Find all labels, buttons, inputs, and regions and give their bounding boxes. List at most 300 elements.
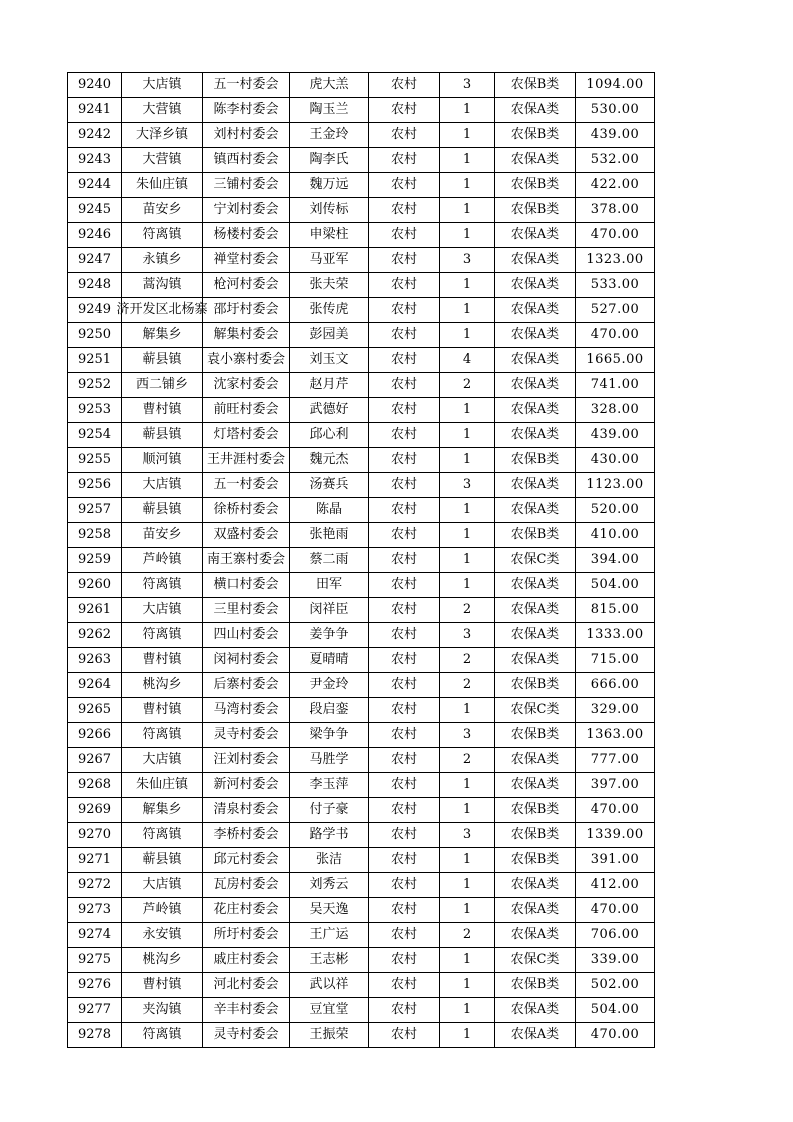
cell-household-count: 1 [440,998,495,1023]
cell-amount: 533.00 [576,273,655,298]
cell-amount: 339.00 [576,948,655,973]
cell-person-name: 申梁柱 [290,223,369,248]
cell-household-count: 1 [440,798,495,823]
cell-area-type: 农村 [369,523,440,548]
cell-township-text: 济开发区北杨寨 [116,302,208,317]
cell-amount: 470.00 [576,898,655,923]
cell-household-count: 1 [440,773,495,798]
cell-person-name: 王广运 [290,923,369,948]
cell-village-committee: 灵寺村委会 [203,723,290,748]
cell-household-count: 1 [440,148,495,173]
table-row [68,798,655,823]
cell-area-type: 农村 [369,773,440,798]
cell-household-count: 1 [440,948,495,973]
cell-person-name: 马胜学 [290,748,369,773]
table-row [68,548,655,573]
cell-insurance-class: 农保B类 [495,848,576,873]
cell-village-committee: 汪刘村委会 [203,748,290,773]
cell-amount: 397.00 [576,773,655,798]
table-row [68,98,655,123]
cell-person-name: 赵月芹 [290,373,369,398]
cell-amount: 1123.00 [576,473,655,498]
cell-insurance-class: 农保A类 [495,473,576,498]
cell-amount: 504.00 [576,573,655,598]
cell-serial-number: 9241 [68,98,122,123]
cell-village-committee: 双盛村委会 [203,523,290,548]
cell-village-committee: 陈李村委会 [203,98,290,123]
cell-person-name: 武德好 [290,398,369,423]
cell-serial-number: 9252 [68,373,122,398]
table-row [68,623,655,648]
cell-household-count: 2 [440,373,495,398]
cell-serial-number: 9261 [68,598,122,623]
cell-township: 苗安乡 [122,198,203,223]
cell-serial-number: 9274 [68,923,122,948]
cell-amount: 470.00 [576,798,655,823]
cell-township: 苗安乡 [122,523,203,548]
cell-township: 蕲县镇 [122,498,203,523]
cell-insurance-class: 农保A类 [495,273,576,298]
cell-area-type: 农村 [369,998,440,1023]
table-row [68,123,655,148]
cell-area-type: 农村 [369,323,440,348]
cell-village-committee: 河北村委会 [203,973,290,998]
cell-household-count: 1 [440,273,495,298]
cell-township: 芦岭镇 [122,548,203,573]
cell-serial-number: 9269 [68,798,122,823]
cell-amount: 439.00 [576,123,655,148]
cell-household-count: 1 [440,898,495,923]
cell-serial-number: 9278 [68,1023,122,1048]
cell-person-name: 彭园美 [290,323,369,348]
cell-insurance-class: 农保C类 [495,948,576,973]
cell-village-committee: 袁小寨村委会 [203,348,290,373]
cell-serial-number: 9246 [68,223,122,248]
cell-person-name: 闵祥臣 [290,598,369,623]
cell-serial-number: 9243 [68,148,122,173]
cell-serial-number: 9265 [68,698,122,723]
cell-township: 大泽乡镇 [122,123,203,148]
cell-village-committee: 李桥村委会 [203,823,290,848]
cell-village-committee: 枪河村委会 [203,273,290,298]
cell-household-count: 1 [440,123,495,148]
cell-household-count: 1 [440,548,495,573]
cell-township: 大营镇 [122,148,203,173]
cell-amount: 777.00 [576,748,655,773]
cell-village-committee: 禅堂村委会 [203,248,290,273]
cell-serial-number: 9247 [68,248,122,273]
cell-area-type: 农村 [369,298,440,323]
cell-township: 符离镇 [122,723,203,748]
cell-township: 曹村镇 [122,973,203,998]
cell-area-type: 农村 [369,498,440,523]
table-row [68,898,655,923]
cell-village-committee: 王井涯村委会 [203,448,290,473]
cell-area-type: 农村 [369,73,440,98]
cell-area-type: 农村 [369,723,440,748]
cell-insurance-class: 农保A类 [495,598,576,623]
cell-household-count: 2 [440,923,495,948]
cell-township: 曹村镇 [122,648,203,673]
cell-amount: 378.00 [576,198,655,223]
cell-person-name: 田军 [290,573,369,598]
cell-household-count: 1 [440,398,495,423]
cell-township: 曹村镇 [122,698,203,723]
cell-amount: 470.00 [576,1023,655,1048]
cell-household-count: 1 [440,1023,495,1048]
cell-insurance-class: 农保B类 [495,173,576,198]
cell-household-count: 1 [440,848,495,873]
cell-insurance-class: 农保A类 [495,98,576,123]
cell-household-count: 1 [440,98,495,123]
cell-area-type: 农村 [369,173,440,198]
cell-serial-number: 9251 [68,348,122,373]
cell-village-committee: 四山村委会 [203,623,290,648]
cell-village-committee: 前旺村委会 [203,398,290,423]
cell-area-type: 农村 [369,548,440,573]
cell-person-name: 刘玉文 [290,348,369,373]
cell-township: 符离镇 [122,573,203,598]
cell-insurance-class: 农保A类 [495,498,576,523]
cell-person-name: 蔡二雨 [290,548,369,573]
cell-village-committee: 后寨村委会 [203,673,290,698]
cell-township: 解集乡 [122,798,203,823]
cell-serial-number: 9255 [68,448,122,473]
cell-household-count: 1 [440,573,495,598]
table-row [68,748,655,773]
cell-village-committee: 徐桥村委会 [203,498,290,523]
cell-amount: 741.00 [576,373,655,398]
cell-serial-number: 9276 [68,973,122,998]
cell-household-count: 1 [440,523,495,548]
cell-amount: 527.00 [576,298,655,323]
cell-person-name: 马亚军 [290,248,369,273]
cell-serial-number: 9240 [68,73,122,98]
cell-amount: 1665.00 [576,348,655,373]
cell-serial-number: 9250 [68,323,122,348]
cell-village-committee: 邱元村委会 [203,848,290,873]
cell-amount: 706.00 [576,923,655,948]
cell-area-type: 农村 [369,623,440,648]
table-row [68,598,655,623]
cell-serial-number: 9249 [68,298,122,323]
cell-household-count: 2 [440,673,495,698]
cell-township: 大店镇 [122,73,203,98]
cell-insurance-class: 农保A类 [495,873,576,898]
cell-insurance-class: 农保A类 [495,223,576,248]
cell-person-name: 陈晶 [290,498,369,523]
cell-village-committee: 杨楼村委会 [203,223,290,248]
cell-amount: 329.00 [576,698,655,723]
cell-village-committee: 南王寨村委会 [203,548,290,573]
cell-amount: 412.00 [576,873,655,898]
table-row [68,223,655,248]
document-page [67,72,655,1048]
cell-person-name: 魏万远 [290,173,369,198]
cell-household-count: 1 [440,173,495,198]
cell-household-count: 2 [440,648,495,673]
cell-amount: 666.00 [576,673,655,698]
cell-serial-number: 9257 [68,498,122,523]
cell-insurance-class: 农保A类 [495,648,576,673]
cell-person-name: 刘秀云 [290,873,369,898]
cell-insurance-class: 农保B类 [495,73,576,98]
cell-village-committee: 宁刘村委会 [203,198,290,223]
cell-village-committee: 邵圩村委会 [203,298,290,323]
cell-amount: 328.00 [576,398,655,423]
cell-amount: 1363.00 [576,723,655,748]
cell-area-type: 农村 [369,648,440,673]
cell-area-type: 农村 [369,273,440,298]
cell-area-type: 农村 [369,823,440,848]
cell-person-name: 付子豪 [290,798,369,823]
cell-serial-number: 9262 [68,623,122,648]
cell-village-committee: 灵寺村委会 [203,1023,290,1048]
cell-township: 符离镇 [122,823,203,848]
cell-township: 蕲县镇 [122,848,203,873]
cell-household-count: 2 [440,748,495,773]
cell-serial-number: 9248 [68,273,122,298]
cell-insurance-class: 农保A类 [495,398,576,423]
cell-household-count: 1 [440,698,495,723]
cell-village-committee: 五一村委会 [203,73,290,98]
cell-insurance-class: 农保B类 [495,123,576,148]
cell-township: 桃沟乡 [122,948,203,973]
cell-insurance-class: 农保A类 [495,898,576,923]
cell-household-count: 1 [440,223,495,248]
cell-person-name: 陶玉兰 [290,98,369,123]
cell-township: 曹村镇 [122,398,203,423]
cell-insurance-class: 农保B类 [495,973,576,998]
cell-township: 符离镇 [122,223,203,248]
cell-area-type: 农村 [369,873,440,898]
table-row [68,448,655,473]
cell-township: 符离镇 [122,623,203,648]
cell-township: 蕲县镇 [122,423,203,448]
cell-amount: 520.00 [576,498,655,523]
table-row [68,698,655,723]
cell-area-type: 农村 [369,598,440,623]
cell-township: 夹沟镇 [122,998,203,1023]
cell-township: 大营镇 [122,98,203,123]
cell-township: 朱仙庄镇 [122,773,203,798]
cell-amount: 502.00 [576,973,655,998]
cell-person-name: 李玉萍 [290,773,369,798]
table-row [68,1023,655,1048]
cell-serial-number: 9258 [68,523,122,548]
cell-village-committee: 花庄村委会 [203,898,290,923]
cell-household-count: 3 [440,623,495,648]
cell-area-type: 农村 [369,948,440,973]
cell-amount: 391.00 [576,848,655,873]
cell-amount: 504.00 [576,998,655,1023]
cell-area-type: 农村 [369,1023,440,1048]
cell-area-type: 农村 [369,698,440,723]
table-row [68,273,655,298]
cell-insurance-class: 农保B类 [495,673,576,698]
cell-area-type: 农村 [369,798,440,823]
cell-township: 大店镇 [122,873,203,898]
cell-insurance-class: 农保B类 [495,523,576,548]
cell-village-committee: 镇西村委会 [203,148,290,173]
cell-area-type: 农村 [369,98,440,123]
cell-insurance-class: 农保B类 [495,448,576,473]
cell-person-name: 陶李氏 [290,148,369,173]
cell-household-count: 1 [440,198,495,223]
cell-village-committee: 新河村委会 [203,773,290,798]
cell-amount: 422.00 [576,173,655,198]
table-row [68,573,655,598]
cell-insurance-class: 农保A类 [495,773,576,798]
cell-village-committee: 沈家村委会 [203,373,290,398]
cell-area-type: 农村 [369,348,440,373]
cell-insurance-class: 农保B类 [495,198,576,223]
cell-township: 永安镇 [122,923,203,948]
cell-area-type: 农村 [369,448,440,473]
table-row [68,848,655,873]
table-row [68,323,655,348]
cell-village-committee: 横口村委会 [203,573,290,598]
cell-household-count: 1 [440,973,495,998]
cell-insurance-class: 农保A类 [495,298,576,323]
cell-township: 大店镇 [122,598,203,623]
cell-village-committee: 所圩村委会 [203,923,290,948]
cell-amount: 439.00 [576,423,655,448]
table-row [68,173,655,198]
cell-amount: 815.00 [576,598,655,623]
cell-area-type: 农村 [369,473,440,498]
cell-village-committee: 戚庄村委会 [203,948,290,973]
cell-amount: 1094.00 [576,73,655,98]
cell-amount: 530.00 [576,98,655,123]
cell-serial-number: 9259 [68,548,122,573]
cell-township: 朱仙庄镇 [122,173,203,198]
cell-serial-number: 9260 [68,573,122,598]
table-row [68,773,655,798]
cell-insurance-class: 农保B类 [495,823,576,848]
cell-household-count: 3 [440,723,495,748]
cell-insurance-class: 农保B类 [495,723,576,748]
cell-household-count: 3 [440,248,495,273]
ledger-body [68,73,655,1048]
table-row [68,648,655,673]
cell-village-committee: 三里村委会 [203,598,290,623]
cell-township [116,298,208,323]
cell-serial-number: 9254 [68,423,122,448]
cell-village-committee: 闵祠村委会 [203,648,290,673]
cell-insurance-class: 农保A类 [495,1023,576,1048]
table-row [68,973,655,998]
cell-person-name: 段启銮 [290,698,369,723]
cell-amount: 715.00 [576,648,655,673]
cell-township: 西二铺乡 [122,373,203,398]
table-row [68,373,655,398]
cell-village-committee: 辛丰村委会 [203,998,290,1023]
cell-area-type: 农村 [369,248,440,273]
cell-area-type: 农村 [369,398,440,423]
cell-area-type: 农村 [369,198,440,223]
cell-household-count: 3 [440,823,495,848]
cell-person-name: 梁争争 [290,723,369,748]
cell-household-count: 1 [440,298,495,323]
table-row [68,923,655,948]
table-row [68,723,655,748]
cell-person-name: 武以祥 [290,973,369,998]
cell-village-committee: 灯塔村委会 [203,423,290,448]
cell-insurance-class: 农保A类 [495,148,576,173]
cell-area-type: 农村 [369,373,440,398]
cell-amount: 1339.00 [576,823,655,848]
table-row [68,248,655,273]
cell-household-count: 1 [440,448,495,473]
cell-township: 蕲县镇 [122,348,203,373]
cell-person-name: 虎大羔 [290,73,369,98]
cell-household-count: 1 [440,498,495,523]
cell-village-committee: 马湾村委会 [203,698,290,723]
cell-household-count: 3 [440,73,495,98]
cell-area-type: 农村 [369,923,440,948]
cell-person-name: 尹金玲 [290,673,369,698]
cell-person-name: 路学书 [290,823,369,848]
cell-household-count: 2 [440,598,495,623]
cell-household-count: 4 [440,348,495,373]
cell-amount: 1323.00 [576,248,655,273]
cell-serial-number: 9245 [68,198,122,223]
cell-serial-number: 9256 [68,473,122,498]
cell-person-name: 张洁 [290,848,369,873]
cell-insurance-class: 农保A类 [495,573,576,598]
cell-area-type: 农村 [369,573,440,598]
table-row [68,523,655,548]
cell-insurance-class: 农保A类 [495,748,576,773]
table-row [68,423,655,448]
cell-insurance-class: 农保A类 [495,923,576,948]
cell-amount: 430.00 [576,448,655,473]
cell-person-name: 刘传标 [290,198,369,223]
cell-serial-number: 9244 [68,173,122,198]
cell-insurance-class: 农保A类 [495,248,576,273]
cell-insurance-class: 农保A类 [495,998,576,1023]
cell-person-name: 豆宜堂 [290,998,369,1023]
cell-area-type: 农村 [369,673,440,698]
cell-township: 芦岭镇 [122,898,203,923]
cell-serial-number: 9266 [68,723,122,748]
cell-village-committee: 清泉村委会 [203,798,290,823]
cell-insurance-class: 农保A类 [495,348,576,373]
cell-village-committee: 三铺村委会 [203,173,290,198]
cell-serial-number: 9253 [68,398,122,423]
cell-amount: 1333.00 [576,623,655,648]
cell-insurance-class: 农保B类 [495,798,576,823]
cell-insurance-class: 农保C类 [495,548,576,573]
cell-area-type: 农村 [369,973,440,998]
cell-person-name: 王志彬 [290,948,369,973]
cell-village-committee: 刘村村委会 [203,123,290,148]
cell-serial-number: 9263 [68,648,122,673]
cell-township: 大店镇 [122,473,203,498]
cell-area-type: 农村 [369,423,440,448]
cell-area-type: 农村 [369,123,440,148]
table-row [68,398,655,423]
cell-township: 符离镇 [122,1023,203,1048]
cell-serial-number: 9277 [68,998,122,1023]
cell-village-committee: 解集村委会 [203,323,290,348]
cell-person-name: 夏晴晴 [290,648,369,673]
cell-person-name: 魏元杰 [290,448,369,473]
cell-person-name: 邱心利 [290,423,369,448]
cell-area-type: 农村 [369,148,440,173]
table-row [68,348,655,373]
